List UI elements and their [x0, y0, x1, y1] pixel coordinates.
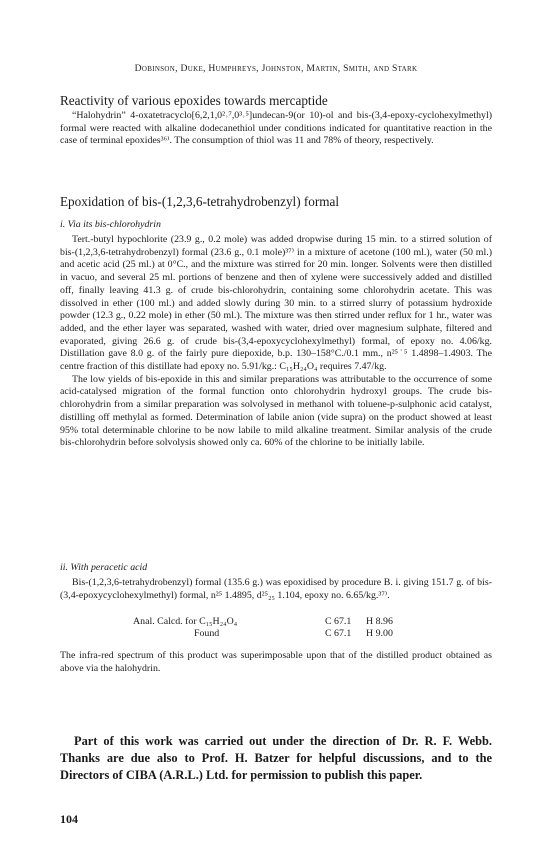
paragraph-chlorohydrin-procedure: Tert.-butyl hypochlorite (23.9 g., 0.2 mole) was added dropwise during 15 min. to a stirred solution of bis-(1,2,3,6-tetrahydrobenzyl) formal (23.6 g., 0.1 mole)³⁷⁾ in a mixture of acetone (100 ml.), water (50 ml.) and acetic acid (25 ml.) at 0°C., and the mixture was stirred for 20 min. longer. Solvents were then distilled in vacuo, and several 25 ml. portions of benzene and then of xylene were successively added and distilled off, finally leaving 41.3 g. of crude bis-chlorohydrin, containing some chlorohydrin acetate. This was dissolved in ether (100 ml.) and added slowly during 30 min. to a stirred slurry of potassium hydroxide powder (12.3 g., 0.22 mole) in ether (50 ml.). The mixture was then stirred under reflux for 1 hr., water was added, and the ether layer was separated, washed with water, dried over magnesium sulphate, filtered and evaporated, giving 26.6 g. of crude bis-(3,4-epoxycyclohexylmethyl) formal, of epoxy no. 4.06/kg. Distillation gave 8.0 g. of the fairly pure diepoxide, b.p. 130–158°C./0.1 mm., n²⁵˙⁵ 1.4898–1.4903. The centre fraction of this distillate had epoxy no. 5.91/kg.: C₁₅H₂₄O₄ requires 7.47/kg.	[60, 234, 492, 373]
paragraph-reactivity: “Halohydrin” 4-oxatetracyclo[6,2,1,0²˒⁷,0³˒⁵]undecan-9(or 10)-ol and bis-(3,4-epoxy-cyclohexylmethyl) formal were reacted with alkaline dodecanethiol under conditions indicated for quantitative reaction in the case of terminal epoxides³⁶⁾. The consumption of thiol was 11 and 78% of theory, respectively.	[60, 110, 492, 147]
paragraph-peracetic-procedure: Bis-(1,2,3,6-tetrahydrobenzyl) formal (135.6 g.) was epoxidised by procedure B. i. giving 151.7 g. of bis-(3,4-epoxycyclohexylmethyl) formal, n²⁵ 1.4895, d²⁵₂₅ 1.104, epoxy no. 6.65/kg.³⁷⁾.	[60, 577, 492, 601]
paragraph-infrared: The infra-red spectrum of this product was superimposable upon that of the distilled product obtained as above via the halohydrin.	[60, 650, 492, 674]
section-title-epoxidation: Epoxidation of bis-(1,2,3,6-tetrahydrobenzyl) formal	[60, 194, 340, 209]
acknowledgement-text: Part of this work was carried out under the direction of Dr. R. F. Webb. Thanks are due also to Prof. H. Batzer for helpful discussions, and to the Directors of CIBA (A.R.L.) Ltd. for permission to publish this paper.	[60, 734, 492, 782]
running-head: Dobinson, Duke, Humphreys, Johnston, Martin, Smith, and Stark	[134, 63, 418, 74]
analysis-block	[60, 616, 492, 644]
subsection-title-peracetic: ii. With peracetic acid	[60, 562, 148, 573]
analysis-calcd-label: Anal. Calcd. for C₁₅H₂₄O₄	[133, 616, 238, 627]
acknowledgement	[60, 733, 492, 784]
analysis-calcd-h: H 8.96	[366, 616, 393, 627]
section-infrared-body	[60, 650, 492, 675]
section-peracetic-body	[60, 577, 492, 602]
section-reactivity-body	[60, 110, 492, 148]
section-title-reactivity: Reactivity of various epoxides towards mercaptide	[60, 93, 328, 108]
page	[60, 0, 492, 863]
page-number: 104	[60, 812, 78, 826]
paragraph-low-yields: The low yields of bis-epoxide in this and similar preparations was attributable to the occurrence of some acid-catalysed migration of the formal function onto chlorohydrin hydroxyl groups. The crude bis-chlorohydrin from a similar preparation was solvolysed in methanol with toluene-p-sulphonic acid catalyst, distilling off methylal as formed. Determination of labile anion (vide supra) on the product showed at least 95% total determinable chlorine to be now labile to mild alkaline treatment. Similar analysis of the crude bis-chlorohydrin before solvolysis showed only ca. 60% of the chlorine to be initially labile.	[60, 373, 492, 449]
analysis-found-c: C 67.1	[325, 628, 352, 639]
section-chlorohydrin-body	[60, 234, 492, 450]
analysis-found-label: Found	[194, 628, 220, 639]
subsection-title-chlorohydrin: i. Via its bis-chlorohydrin	[60, 219, 161, 230]
analysis-calcd-c: C 67.1	[325, 616, 352, 627]
analysis-found-h: H 9.00	[366, 628, 393, 639]
